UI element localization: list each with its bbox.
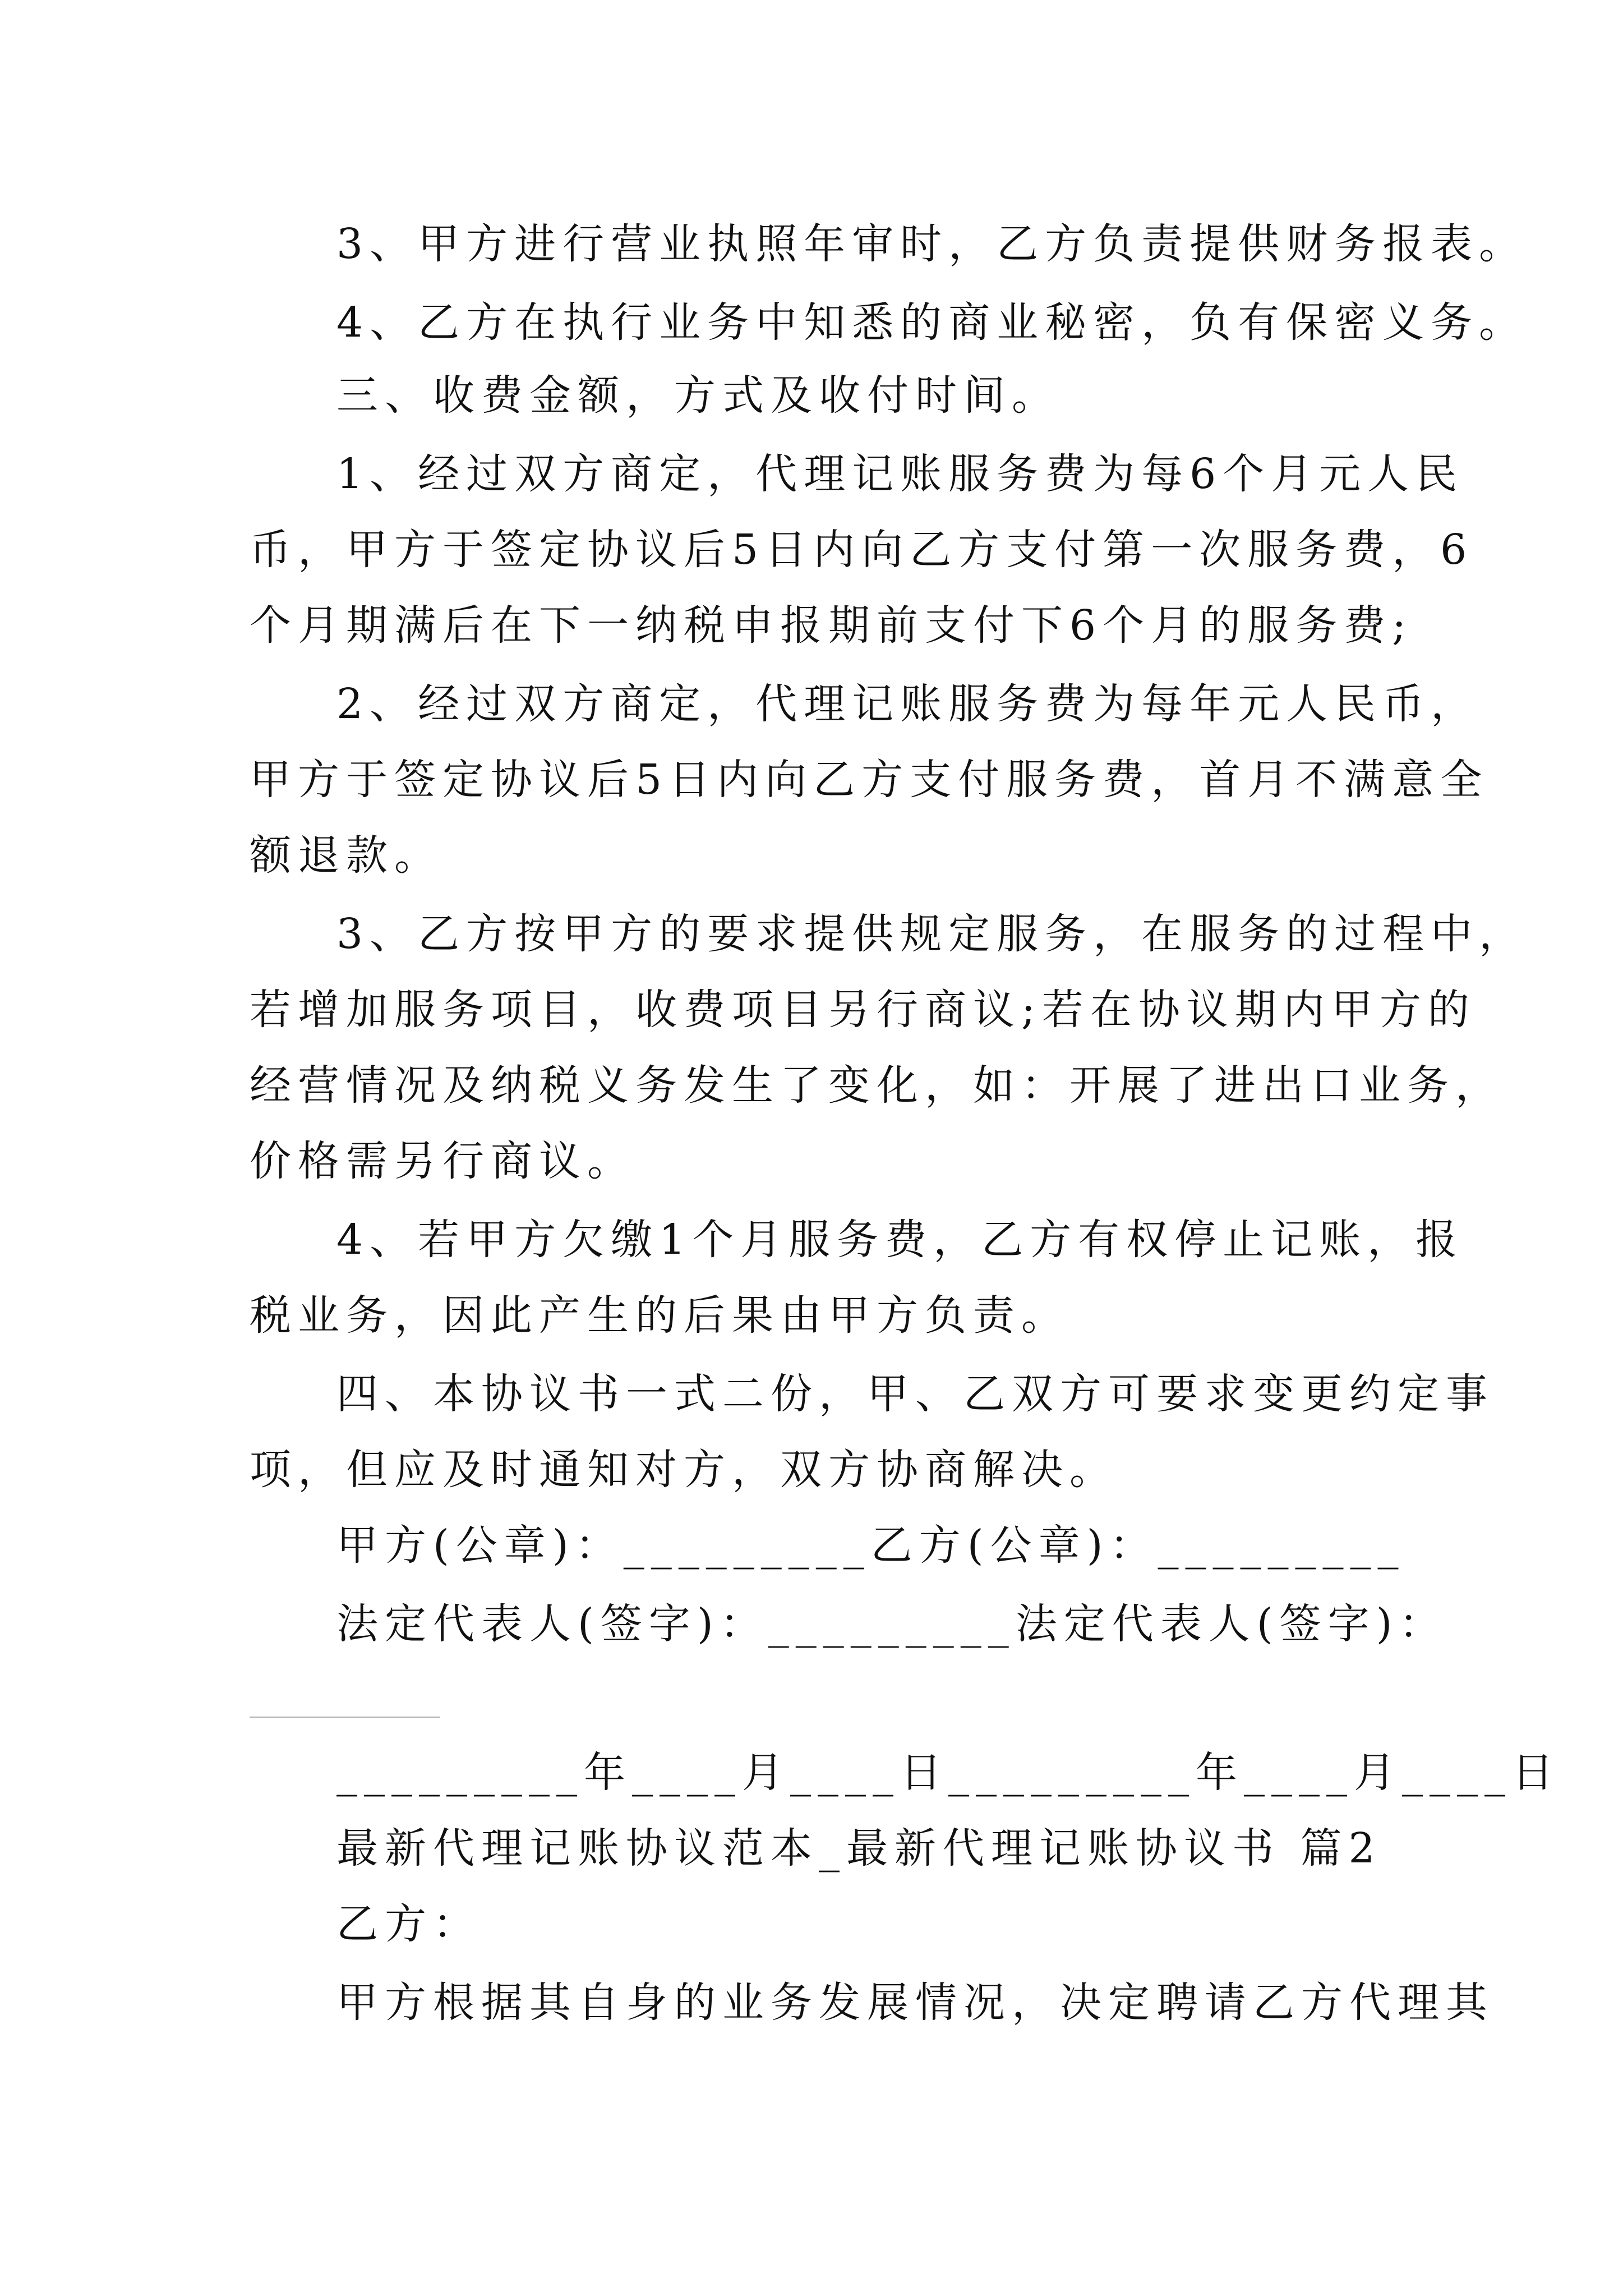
paragraph-line: 币，甲方于签定协议后5日内向乙方支付第一次服务费，6 [250, 526, 1474, 574]
paragraph-line: 个月期满后在下一纳税申报期前支付下6个月的服务费; [250, 601, 1413, 650]
paragraph-line: 若增加服务项目，收费项目另行商议;若在协议期内甲方的 [250, 986, 1476, 1034]
paragraph-line: 项，但应及时通知对方，双方协商解决。 [250, 1446, 1118, 1494]
date-line: _________年____月____日_________年____月____日 [336, 1749, 1560, 1797]
paragraph-line: 2、经过双方商定，代理记账服务费为每年元人民币， [336, 680, 1479, 728]
paragraph-line: 税业务，因此产生的后果由甲方负责。 [250, 1291, 1069, 1340]
signature-blank-underline [250, 1717, 440, 1718]
paragraph-line: 1、经过双方商定，代理记账服务费为每6个月元人民 [336, 450, 1464, 498]
party-b-label: 乙方： [336, 1900, 481, 1948]
paragraph-line: 3、乙方按甲方的要求提供规定服务，在服务的过程中， [336, 910, 1528, 958]
signature-line-seal: 甲方(公章)：_________乙方(公章)：_________ [336, 1521, 1405, 1570]
paragraph-line: 4、若甲方欠缴1个月服务费，乙方有权停止记账，报 [336, 1216, 1464, 1264]
paragraph-line: 4、乙方在执行业务中知悉的商业秘密，负有保密义务。 [336, 298, 1528, 347]
paragraph-line: 经营情况及纳税义务发生了变化，如：开展了进出口业务， [250, 1061, 1504, 1110]
paragraph-line: 甲方根据其自身的业务发展情况，决定聘请乙方代理其 [336, 1978, 1494, 2027]
section-heading: 四、本协议书一式二份，甲、乙双方可要求变更约定事 [336, 1370, 1494, 1418]
paragraph-line: 价格需另行商议。 [250, 1137, 635, 1185]
signature-line-representative: 法定代表人(签字)：_________法定代表人(签字)： [336, 1600, 1447, 1648]
paragraph-line: 额退款。 [250, 831, 442, 880]
paragraph-line: 3、甲方进行营业执照年审时，乙方负责提供财务报表。 [336, 220, 1528, 268]
section-title: 最新代理记账协议范本_最新代理记账协议书 篇2 [336, 1824, 1382, 1872]
section-heading: 三、收费金额，方式及收付时间。 [336, 371, 1060, 420]
paragraph-line: 甲方于签定协议后5日内向乙方支付服务费，首月不满意全 [250, 756, 1489, 804]
